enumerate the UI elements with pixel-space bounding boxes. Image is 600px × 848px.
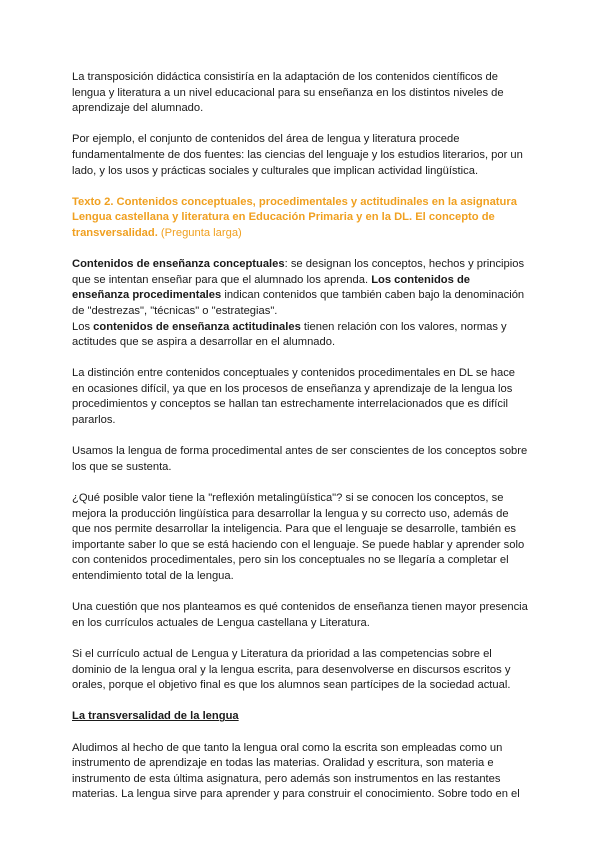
heading-note: (Pregunta larga)	[157, 226, 242, 239]
text-los: Los	[72, 320, 94, 333]
heading-text: Texto 2. Contenidos conceptuales, procedimentales y actitudinales en la asignatura Lengua castellana y literatura en Educación Primaria y en la DL. El concepto de transversalidad.	[72, 195, 517, 239]
term-procedimentales: Los contenidos de enseñanza procedimentales	[72, 273, 471, 302]
term-conceptuales: Contenidos de enseñanza conceptuales	[72, 258, 285, 271]
paragraph-usamos-lengua: Usamos la lengua de forma procedimental antes de ser conscientes de los conceptos sobre los que se sustenta.	[72, 445, 528, 473]
paragraph-cuestion: Una cuestión que nos planteamos es qué contenidos de enseñanza tienen mayor presencia en los currículos actuales de Lengua castellana y Literatura.	[72, 601, 528, 629]
def-conceptuales: : se designan los conceptos, hechos y principios que se intentan enseñar para que el alumnado los aprenda.	[72, 258, 525, 286]
def-actitudinales: tienen relación con los valores, normas y actitudes que se aspira a desarrollar en el alumnado.	[72, 320, 507, 349]
paragraph-tipos-contenidos	[72, 257, 530, 351]
paragraph-distincion: La distinción entre contenidos conceptuales y contenidos procedimentales en DL se hace en ocasiones difícil, ya que en los procesos de enseñanza y aprendizaje de la lengua los procedimientos y conceptos se hallan tan estrechamente interrelacionados que es difícil pararlos.	[72, 367, 516, 427]
section-title-transversalidad: La transversalidad de la lengua	[72, 710, 239, 723]
paragraph-conjunto-contenidos: Por ejemplo, el conjunto de contenidos del área de lengua y literatura procede fundamentalmente de dos fuentes: las ciencias del lenguaje y los estudios literarios, por un lado, y los usos y prácticas sociales y culturales que implican actividad lingüística.	[72, 133, 523, 177]
paragraph-curriculo-actual: Si el currículo actual de Lengua y Literatura da prioridad a las competencias sobre el dominio de la lengua oral y la lengua escrita, para desenvolverse en discursos escritos y orales, porque el objetivo final es que los alumnos sean partícipes de la sociedad actual.	[72, 647, 511, 692]
term-actitudinales: contenidos de enseñanza actitudinales	[93, 320, 301, 333]
paragraph-transposicion: La transposición didáctica consistiría en la adaptación de los contenidos científicos de lengua y literatura a un nivel educacional para su enseñanza en los distintos niveles de aprendizaje del alumnado.	[72, 71, 504, 115]
def-procedimentales: indican contenidos que también caben bajo la denominación de "destrezas", "técnicas" o "estrategias".	[72, 289, 525, 317]
paragraph-aludimos: Aludimos al hecho de que tanto la lengua oral como la escrita son empleadas como un instrumento de aprendizaje en todas las materias. Oralidad y escritura, son materia e instrumento de esta última asignatura, pero además son instrumentos en las restantes materias. La lengua sirve para aprender y para construir el conocimiento. Sobre todo en el	[72, 741, 520, 801]
section-heading-texto-2	[72, 195, 530, 242]
paragraph-reflexion-metalinguistica: ¿Qué posible valor tiene la "reflexión metalingüística"? si se conocen los conceptos, se mejora la producción lingüística para desarrollar la lengua y su correcto uso, además de que nos permite desarrollar la inteligencia. Para que el lenguaje se desarrolle, también es importante saber lo que se está haciendo con el lenguaje. Se puede hablar y aprender solo con contenidos procedimentales, pero sin los conceptuales no se llegaría a completar el entendimiento total de la lengua.	[72, 492, 525, 582]
